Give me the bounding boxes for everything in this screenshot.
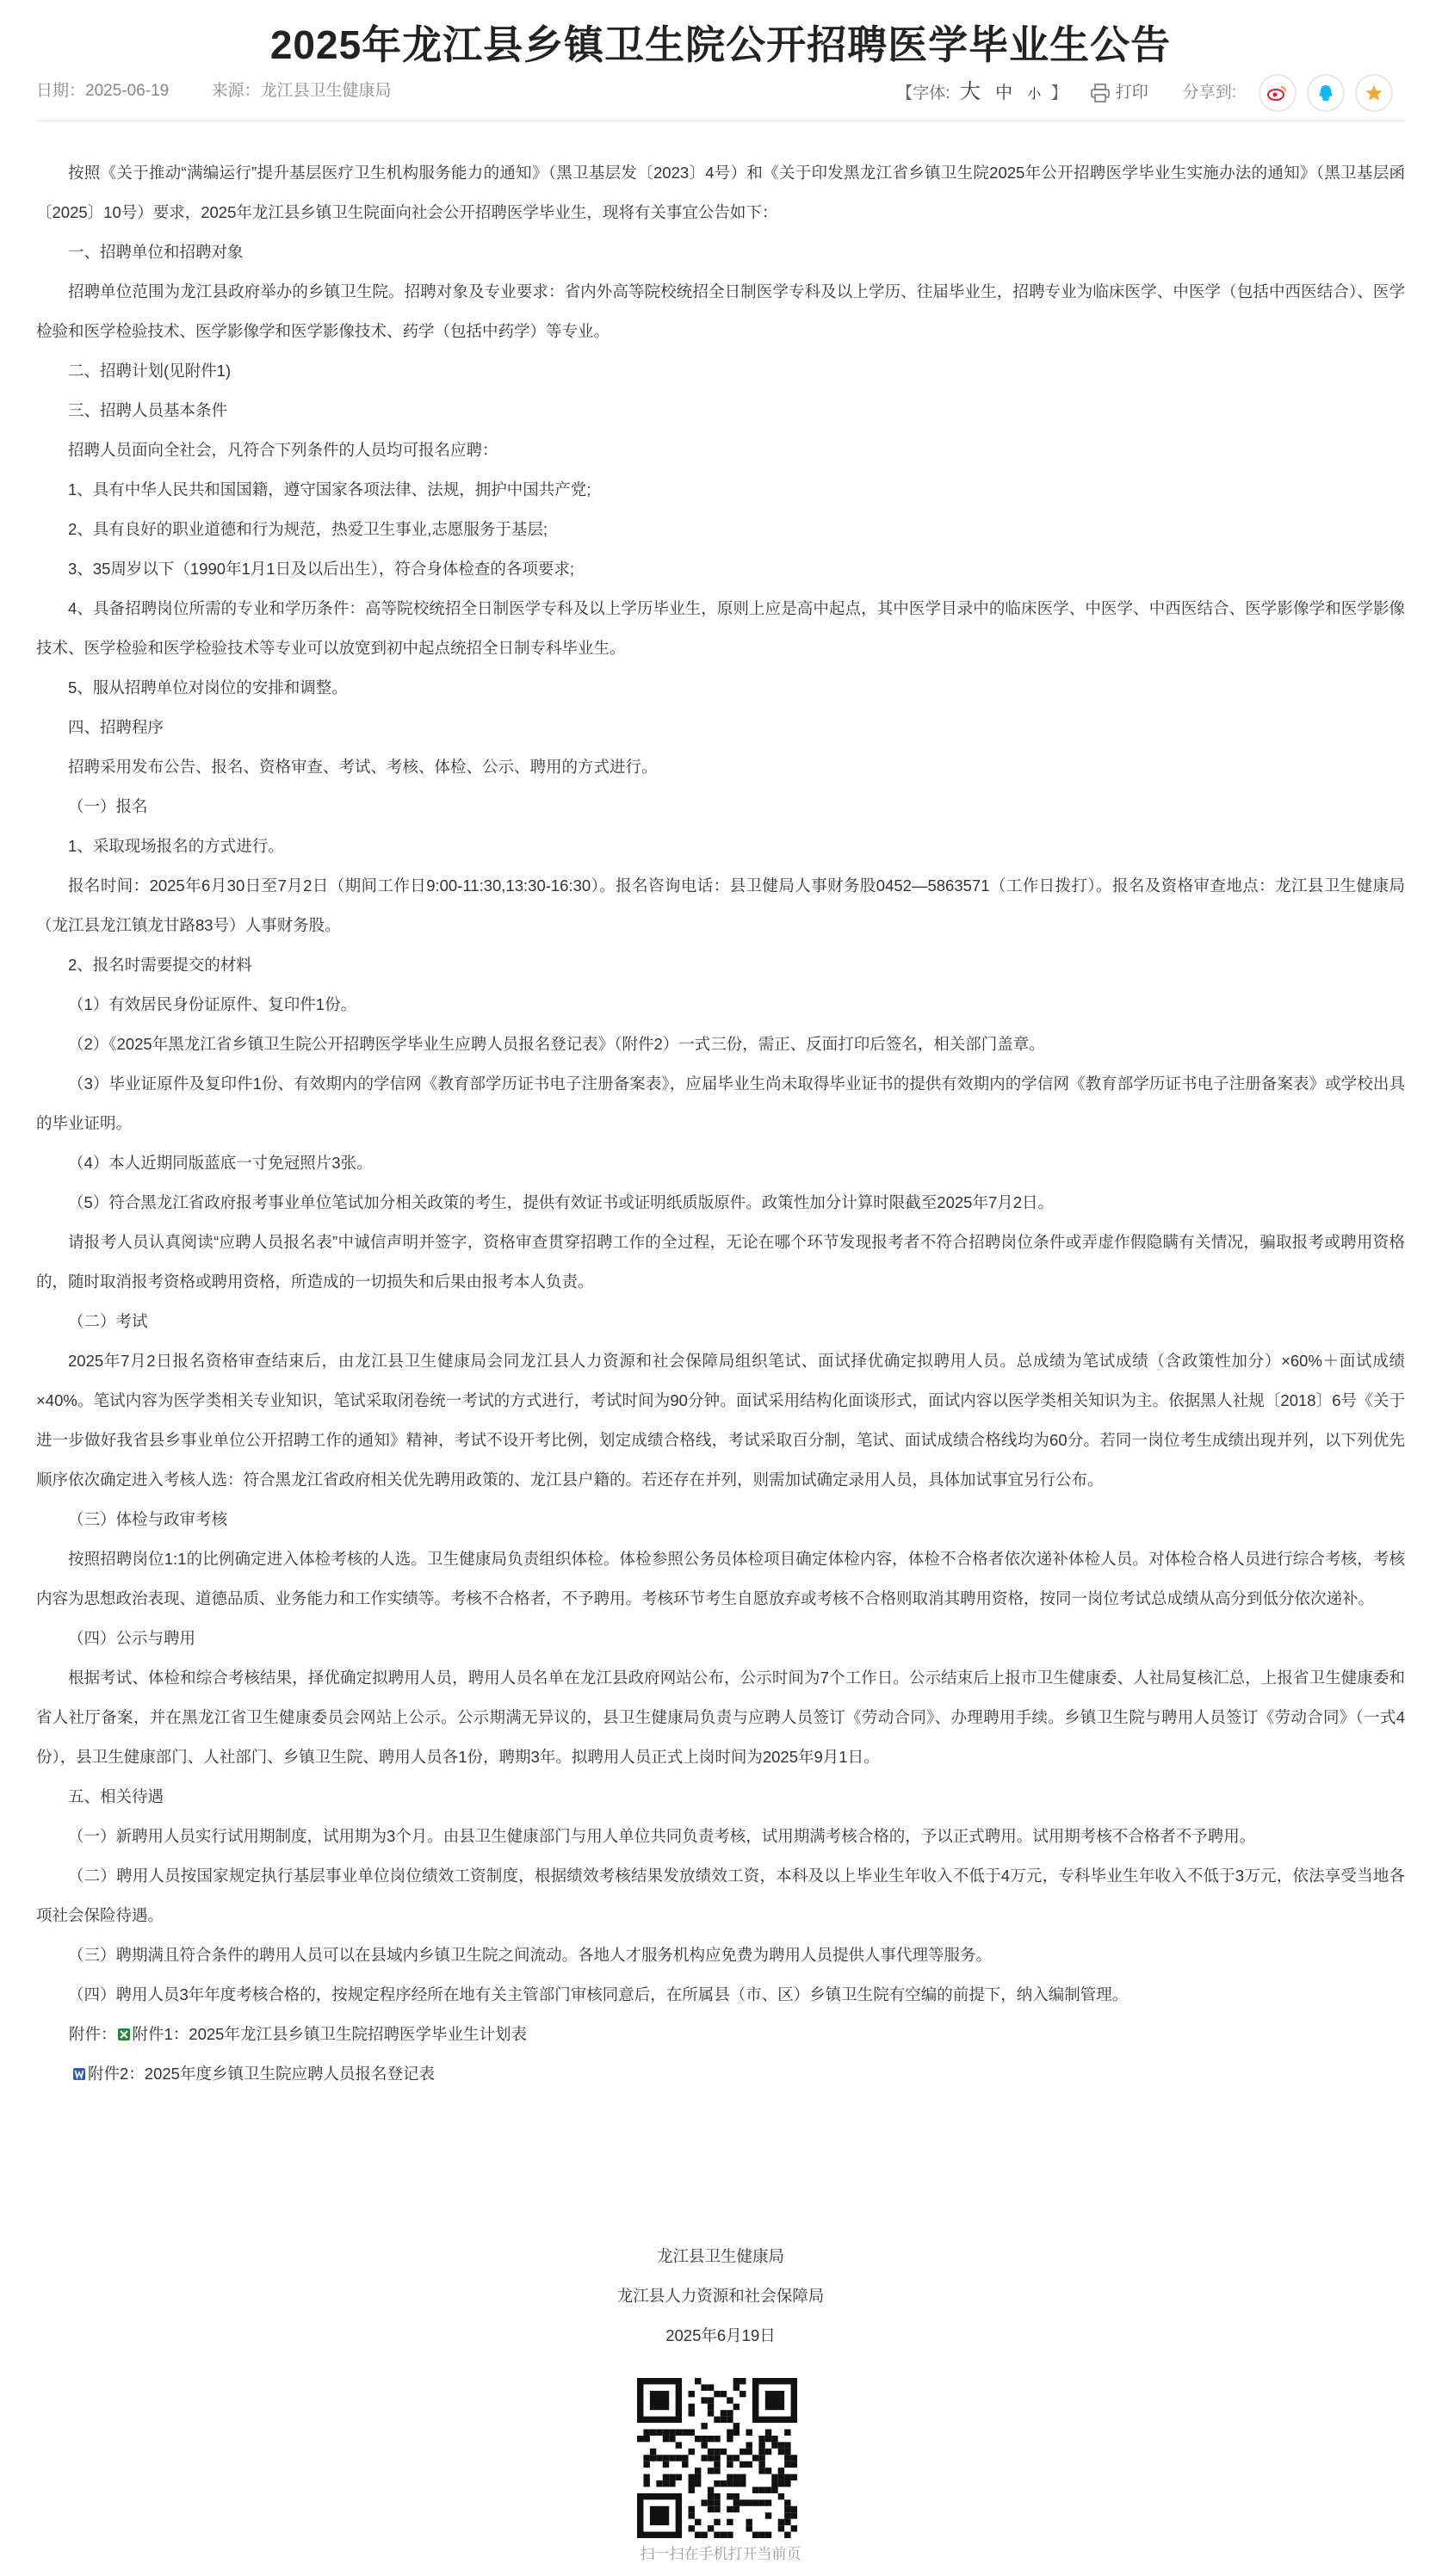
source-label: 来源： <box>211 82 261 100</box>
favorite-icon <box>1365 84 1383 102</box>
page-title: 2025年龙江县乡镇卫生院公开招聘医学毕业生公告 <box>269 22 1172 67</box>
list-item: （4）本人近期同版蓝底一寸免冠照片3张。 <box>68 1154 373 1172</box>
signature-org-2: 龙江县人力资源和社会保障局 <box>616 2287 825 2305</box>
attachments-label: 附件： <box>69 2025 117 2043</box>
font-size-control <box>896 77 1067 110</box>
weibo-icon <box>1267 84 1288 102</box>
list-item: （2）《2025年黑龙江省乡镇卫生院公开招聘医学毕业生应聘人员报名登记表》（附件2）一式三份，需正、反面打印后签名，相关部门盖章。 <box>68 1035 1045 1053</box>
list-item: 2、具有良好的职业道德和行为规范，热爱卫生事业,志愿服务于基层; <box>68 520 548 538</box>
list-item: 5、服从招聘单位对岗位的安排和调整。 <box>68 678 348 697</box>
section-heading: 三、招聘人员基本条件 <box>68 401 228 419</box>
signature-date: 2025年6月19日 <box>665 2326 776 2344</box>
subsection-heading: （四）公示与聘用 <box>68 1629 196 1647</box>
section-heading: 一、招聘单位和招聘对象 <box>68 243 244 261</box>
font-size-large-button[interactable]: 大 <box>959 79 981 103</box>
list-item: 3、35周岁以下（1990年1月1日及以后出生），符合身体检查的各项要求; <box>68 560 574 578</box>
signature-org-1: 龙江县卫生健康局 <box>656 2247 784 2265</box>
paragraph: 招聘单位范围为龙江县政府举办的乡镇卫生院。招聘对象及专业要求：省内外高等院校统招全日制医学专科及以上学历、往届毕业生，招聘专业为临床医学、中医学（包括中西医结合）、医学检验和医学检验技术、医学影像学和医学影像技术、药学（包括中药学）等专业。 <box>36 282 1405 340</box>
section-heading: 四、招聘程序 <box>68 718 164 736</box>
article-body <box>36 153 1405 2094</box>
section-heading: 二、招聘计划(见附件1) <box>68 362 232 380</box>
source-value: 龙江县卫生健康局 <box>260 82 392 100</box>
subsection-heading: （二）考试 <box>68 1312 148 1330</box>
source <box>212 82 392 100</box>
attachment-link-1[interactable]: 附件1：2025年龙江县乡镇卫生院招聘医学毕业生计划表 <box>132 2025 527 2043</box>
font-size-bracket: 】 <box>1050 84 1068 102</box>
excel-file-icon <box>117 2028 131 2041</box>
share-weibo-button[interactable] <box>1259 74 1297 112</box>
paragraph: 按照招聘岗位1:1的比例确定进入体检考核的人选。卫生健康局负责组织体检。体检参照公务员体检项目确定体检内容，体检不合格者依次递补体检人员。对体检合格人员进行综合考核，考核内容为思想政治表现、道德品质、业务能力和工作实绩等。考核不合格者，不予聘用。考核环节考生自愿放弃或考核不合格则取消其聘用资格，按同一岗位考试总成绩从高分到低分依次递补。 <box>36 1550 1405 1607</box>
meta-tools <box>896 74 1393 112</box>
font-size-label: 【字体: <box>896 84 950 102</box>
qq-icon <box>1317 84 1334 102</box>
list-item: （二）聘用人员按国家规定执行基层事业单位岗位绩效工资制度，根据绩效考核结果发放绩效工资，本科及以上毕业生年收入不低于4万元，专科毕业生年收入不低于3万元，依法享受当地各项社会保险待遇。 <box>36 1867 1405 1924</box>
attachments <box>36 2015 1405 2094</box>
attachment-link-2[interactable]: 附件2：2025年度乡镇卫生院应聘人员报名登记表 <box>88 2065 435 2083</box>
subsection-heading: （一）报名 <box>68 797 148 815</box>
printer-icon <box>1090 84 1111 102</box>
paragraph: 招聘采用发布公告、报名、资格审查、考试、考核、体检、公示、聘用的方式进行。 <box>68 758 658 776</box>
print-label: 打印 <box>1115 84 1148 102</box>
list-item: （一）新聘用人员实行试用期制度，试用期为3个月。由县卫生健康部门与用人单位共同负责考核，试用期满考核合格的，予以正式聘用。试用期考核不合格者不予聘用。 <box>68 1827 1256 1845</box>
share-label: 分享到: <box>1182 84 1236 102</box>
font-size-small-button[interactable]: 小 <box>1027 86 1042 102</box>
qr-caption: 扫一扫在手机打开当前页 <box>640 2546 801 2562</box>
list-item: 1、采取现场报名的方式进行。 <box>68 837 284 855</box>
section-heading: 五、相关待遇 <box>68 1787 164 1805</box>
paragraph: 请报考人员认真阅读“应聘人员报名表”中诚信声明并签字，资格审查贯穿招聘工作的全过程，无论在哪个环节发现报考者不符合招聘岗位条件或弄虚作假隐瞒有关情况，骗取报考或聘用资格的，随时取消报考资格或聘用资格，所造成的一切损失和后果由报考本人负责。 <box>36 1233 1405 1291</box>
share-qq-button[interactable] <box>1307 74 1345 112</box>
qr-code <box>637 2378 797 2538</box>
list-item: 4、具备招聘岗位所需的专业和学历条件：高等院校统招全日制医学专科及以上学历毕业生，原则上应是高中起点，其中医学目录中的临床医学、中医学、中西医结合、医学影像学和医学影像技术、医学检验和医学检验技术等专业可以放宽到初中起点统招全日制专科毕业生。 <box>36 599 1405 657</box>
paragraph: 根据考试、体检和综合考核结果，择优确定拟聘用人员，聘用人员名单在龙江县政府网站公布，公示时间为7个工作日。公示结束后上报市卫生健康委、人社局复核汇总，上报省卫生健康委和省人社厅备案，并在黑龙江省卫生健康委员会网站上公示。公示期满无异议的，县卫生健康局负责与应聘人员签订《劳动合同》、办理聘用手续。乡镇卫生院与聘用人员签订《劳动合同》（一式4份），县卫生健康部门、人社部门、乡镇卫生院、聘用人员各1份，聘期3年。拟聘用人员正式上岗时间为2025年9月1日。 <box>36 1669 1405 1766</box>
font-size-medium-button[interactable]: 中 <box>995 83 1013 102</box>
list-item: （四）聘用人员3年年度考核合格的，按规定程序经所在地有关主管部门审核同意后，在所属县（市、区）乡镇卫生院有空编的前提下，纳入编制管理。 <box>68 1985 1129 2003</box>
article-meta <box>36 76 1405 107</box>
word-file-icon <box>72 2067 86 2081</box>
list-item: （5）符合黑龙江省政府报考事业单位笔试加分相关政策的考生，提供有效证书或证明纸质版原件。政策性加分计算时限截至2025年7月2日。 <box>68 1193 1055 1211</box>
list-item: 1、具有中华人民共和国国籍，遵守国家各项法律、法规，拥护中国共产党; <box>68 480 591 498</box>
attachment-row <box>36 2015 1405 2054</box>
date-value: 2025-06-19 <box>85 82 170 100</box>
paragraph: 报名时间：2025年6月30日至7月2日（期间工作日9:00-11:30,13:30-16:30）。报名咨询电话：县卫健局人事财务股0452—5863571（工作日拨打）。报名及资格审查地点：龙江县卫生健康局（龙江县龙江镇龙甘路83号）人事财务股。 <box>36 876 1405 934</box>
paragraph: 按照《关于推动“满编运行”提升基层医疗卫生机构服务能力的通知》（黑卫基层发〔2023〕4号）和《关于印发黑龙江省乡镇卫生院2025年公开招聘医学毕业生实施办法的通知》（黑卫基层函〔2025〕10号）要求，2025年龙江县乡镇卫生院面向社会公开招聘医学毕业生，现将有关事宜公告如下： <box>36 164 1405 221</box>
list-item: 2、报名时需要提交的材料 <box>68 956 252 974</box>
print-button[interactable] <box>1090 77 1148 108</box>
list-item: （1）有效居民身份证原件、复印件1份。 <box>68 995 357 1013</box>
publish-date <box>36 82 169 100</box>
subsection-heading: （三）体检与政审考核 <box>68 1510 228 1528</box>
attachment-row <box>36 2054 1405 2094</box>
list-item: （3）毕业证原件及复印件1份、有效期内的学信网《教育部学历证书电子注册备案表》，应届毕业生尚未取得毕业证书的提供有效期内的学信网《教育部学历证书电子注册备案表》或学校出具的毕业证明。 <box>36 1074 1405 1132</box>
signature-block <box>36 2237 1405 2356</box>
paragraph: 2025年7月2日报名资格审查结束后，由龙江县卫生健康局会同龙江县人力资源和社会保障局组织笔试、面试择优确定拟聘用人员。总成绩为笔试成绩（含政策性加分）×60%＋面试成绩×40%。笔试内容为医学类相关专业知识，笔试采取闭卷统一考试的方式进行，考试时间为90分钟。面试采用结构化面谈形式，面试内容以医学类相关知识为主。依据黑人社规〔2018〕6号《关于进一步做好我省县乡事业单位公开招聘工作的通知》精神，考试不设开考比例，划定成绩合格线，考试采取百分制，笔试、面试成绩合格线均为60分。若同一岗位考生成绩出现并列，以下列优先顺序依次确定进入考核人选：符合黑龙江省政府相关优先聘用政策的、龙江县户籍的。若还存在并列，则需加试确定录用人员，具体加试事宜另行公布。 <box>36 1352 1405 1489</box>
list-item: （三）聘期满且符合条件的聘用人员可以在县域内乡镇卫生院之间流动。各地人才服务机构应免费为聘用人员提供人事代理等服务。 <box>68 1946 993 1964</box>
paragraph: 招聘人员面向全社会，凡符合下列条件的人员均可报名应聘： <box>68 441 498 459</box>
date-label: 日期： <box>36 82 86 100</box>
share-favorite-button[interactable] <box>1355 74 1393 112</box>
